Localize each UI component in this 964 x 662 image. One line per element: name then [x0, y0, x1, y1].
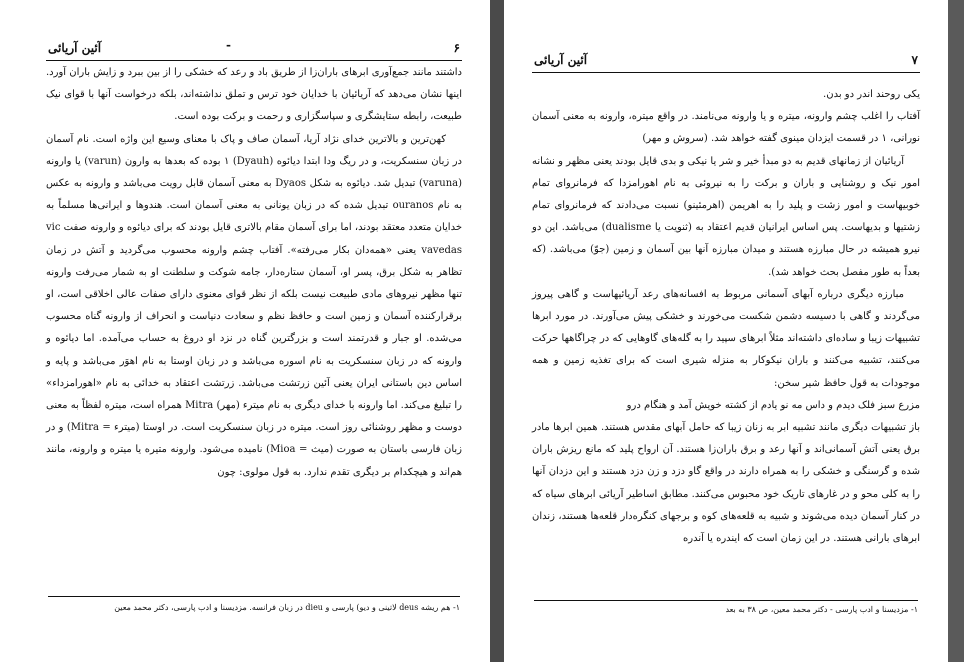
page-header [46, 40, 462, 61]
page-number: ۶ [453, 41, 460, 55]
running-title: آئین آریائی [48, 41, 102, 55]
footnote-rule [534, 600, 918, 601]
verse-line: مزرع سبز فلک دیدم و داس مه نو یادم از کشته خویش آمد و هنگام درو [626, 399, 920, 411]
header-mark: - [226, 38, 231, 52]
book-page-7 [504, 0, 948, 662]
paragraph: یکی روحند اندر دو بدن. [823, 89, 920, 100]
page-body [532, 84, 920, 550]
paragraph: مبارزه دیگری درباره آبهای آسمانی مربوط به افسانه‌های رعد آریائیهاست و گاهی پیروز می‌گردند و گاهی با دسیسه دشمن شکست می‌خورند و خشکی پیش می‌آورند. در مورد ابرها تشبیهات زیبا و ساده‌ای داشته‌اند مثلاً ابرهای سپید را به گله‌های گاوهایی که در چراگاهها حرکت می‌کنند، تشبیه می‌کنند و باران نیکوکار به منزله شیری است که برای تغذیه زمین و همه موجودات به قول حافظ شیر سخن: [532, 288, 920, 389]
paragraph: کهن‌ترین و بالاترین خدای نژاد آریا، آسمان صاف و پاک با معنای وسیع این واژه است. نام آسمان در زبان سنسکریت، و در ریگ ودا ابتدا دیائوه (Dyauh) ۱ بوده که بعدها به وارون (varun) یا وارونه (varuna) تبدیل شد. دیائوه به شکل Dyaos به معنی آسمان قابل رویت می‌باشد و وارونه به عکس به نام ouranos تبدیل شده که در زبان یونانی به معنی آسمان است. هندوها و ایرانی‌ها مسلماً به خدایان متعدد معتقد بودند، اما برای آسمان مقام بالاتری قایل بودند که برای دیائوه و وارونه صفت vic vavedas یعنی «همه‌دان بکار می‌رفته». آفتاب چشم وارونه محسوب می‌گردید و آتش در زمان تظاهر به شکل برق، پسر او، آسمان ستاره‌دار، جامه شوکت و سلطنت او به شمار می‌رفت وارونه تنها مظهر نیروهای مادی طبیعت نیست بلکه از نظر قوای معنوی دارای صفات عالی اخلاقی است، او برقرارکننده آسمان و زمین است و حافظ نظم و سعادت دنیاست و انحراف از وارونه گناه محسوب می‌شده. او جبار و قدرتمند است و بزرگترین گناه در نزد او دروغ به حساب می‌آمده. اما دیائوه و وارونه که در زبان سنسکریت به نام اسوره می‌باشد و در زبان اوستا به نام اهوَر می‌باشد و پایه و اساس دین باستانی ایران یعنی آئین زرتشت می‌باشد. زرتشت اعتقاد به خدائی به نام «اهورامزداء» را تبلیغ می‌کند. اما وارونه با خدای دیگری به نام میترء (مهر) Mitra همراه است، میتره لفظاً به معنی دوست و مظهر روشنائی روز است. میتره در زبان سنسکریت است. در اوستا (میترء = Mitra) و در زبان فارسی باستان به صورت (میث = Mioa) نامیده می‌شود. وارونه متیره یا میتره و وارونه، مانند هم‌اند و هیچکدام بر دیگری تقدم ندارد. به قول مولوی: چون [46, 133, 463, 478]
page-number: ۷ [911, 53, 918, 67]
running-title: آئین آریائی [534, 53, 588, 67]
footnote-rule [48, 596, 460, 597]
paragraph: باز تشبیهات دیگری مانند تشبیه ابر به زنان زیبا که حامل آبهای مقدس هستند. همین ابرها مادر برق یعنی آتش آسمانی‌اند و آنها رعد و برق باران‌زا هستند. آن ارواح پلید که مانع ریزش باران شده و گرسنگی و خشکی را به همراه دارند در واقع گاو دزد و زن دزد هستند و این دزدان آنها را به کلی محو و در غارهای تاریک خود محبوس می‌کنند. مطابق اساطیر آریائی ابرهای سیاه که در کنار آسمان دیده می‌شوند و شبیه به قلعه‌های کوه و برجهای کنگره‌دار قلعه‌ها هستند، زندان ابرهای بارانی هستند. در این زمان است که ایندره یا آندره [532, 422, 920, 545]
footnote: ۱- هم ریشه deus لاتینی و دیو) پارسی و dieu در زبان فرانسه. مزدیسنا و ادب پارسی، دکتر محمد معین [114, 603, 460, 612]
footnote: ۱- مزدیسنا و ادب پارسی - دکتر محمد معین، ص ۳۸ به بعد [725, 605, 918, 614]
page-header [532, 52, 920, 73]
book-page-6 [18, 0, 490, 662]
paragraph: داشتند مانند جمع‌آوری ابرهای باران‌زا از طریق باد و رعد که خشکی را از بین ببرد و زایش باران آورد. اینها نشان می‌دهد که آریائیان با خدایان خود ترس و تملق نداشته‌اند، بلکه درخواست آنها با قوای نیک طبیعت، رابطه ستایشگری و سپاسگزاری و رحمت و برکت بوده است. [46, 67, 462, 123]
page-body [46, 62, 462, 484]
scan-margin-left [0, 0, 18, 662]
paragraph: آفتاب را اغلب چشم وارونه، میتره و یا وارونه می‌نامند. در واقع میتره، وارونه به معنی آسمان نورانی، ۱ در قسمت ایزدان مینوی گفته خواهد شد. (سروش و مهر) [532, 111, 920, 145]
paragraph: آریائیان از زمانهای قدیم به دو مبدأ خیر و شر یا نیکی و بدی قایل بودند یعنی مظهر و نشانه امور نیک و روشنایی و باران و برکت را به نیروئی به نام اهورامزدا که فرمانروای تمام خوبیهاست و امور زشت و پلید را به اهریمن (اهرمئینو) نسبت می‌دادند که فرمانروای تمام زشتیها و بدیهاست. پس اساس ایرانیان قدیم اعتقاد به (ثنویت یا dualisme) می‌باشد. این دو نیرو همیشه در حال مبارزه هستند و میدان مبارزه آنها بین آسمان و زمین (جوّ) می‌باشد. (که بعداً به طور مفصل بحث خواهد شد). [532, 155, 920, 278]
scan-margin-right [948, 0, 964, 662]
page-gutter [490, 0, 504, 662]
